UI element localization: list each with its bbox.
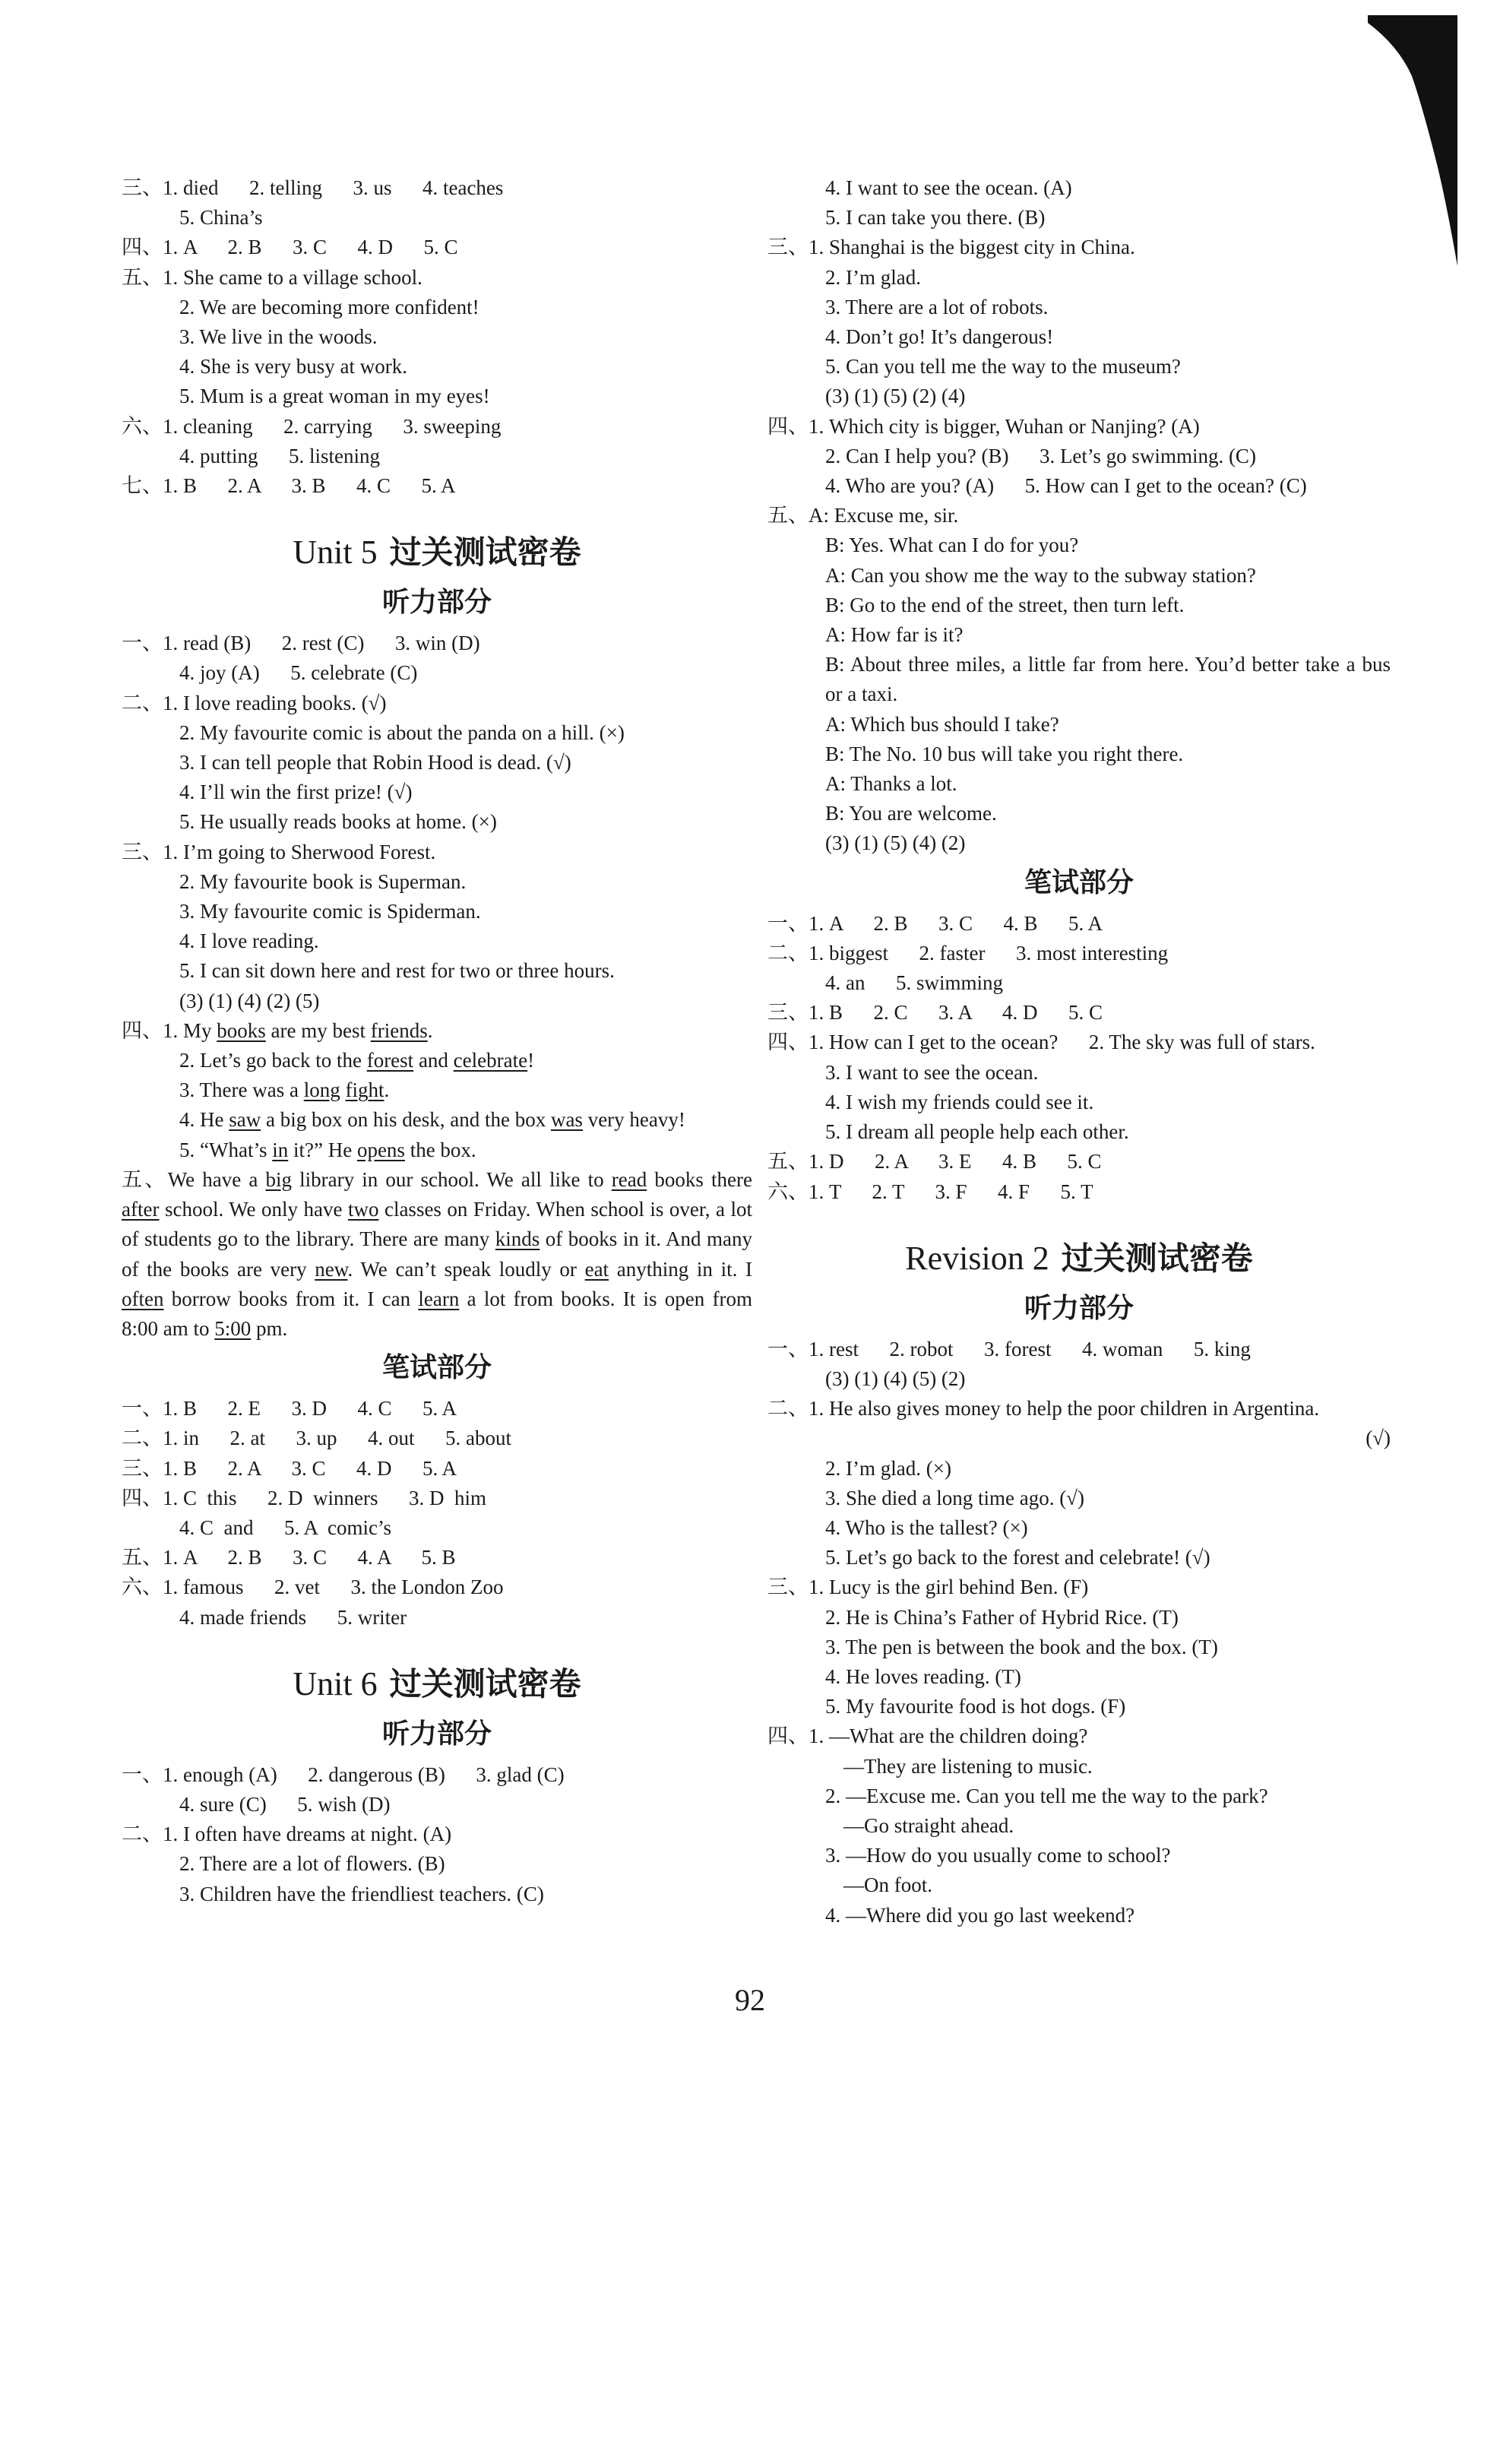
answer-line: 2. He is China’s Father of Hybrid Rice. (T): [825, 1605, 1179, 1629]
answer-line: 3. I want to see the ocean.: [825, 1060, 1039, 1084]
answer-line: 三、1. Shanghai is the biggest city in China.: [767, 236, 1135, 259]
answer-line: (3) (1) (4) (5) (2): [825, 1367, 966, 1390]
answer-line: 六、1. cleaning 2. carrying 3. sweeping: [122, 414, 502, 438]
answer-line: B: Yes. What can I do for you?: [825, 534, 1079, 557]
answer-line: 四、1. —What are the children doing?: [767, 1724, 1088, 1748]
answer-line: 4. Don’t go! It’s dangerous!: [825, 325, 1054, 349]
answer-line: 5. My favourite food is hot dogs. (F): [825, 1695, 1126, 1718]
answer-line: 四、1. C this 2. D winners 3. D him: [122, 1486, 487, 1509]
answer-line: 5. Can you tell me the way to the museum?: [825, 355, 1181, 378]
answer-line: 四、1. Which city is bigger, Wuhan or Nanjing? (A): [767, 414, 1200, 438]
answer-paragraph: 五、We have a big library in our school. We all like to read books there after school. We only have two classes on Friday. When school is over, a lot of students go to the library. There are many kinds of books in it. And many of the books are very new. We can’t speak loudly or eat anything in it. I often borrow books from it. I can learn a lot from books. It is open from 8:00 am to 5:00 pm.: [122, 1167, 753, 1340]
section-subtitle: 听力部分: [1024, 1292, 1134, 1324]
answer-line: 3. —How do you usually come to school?: [825, 1844, 1171, 1867]
section-subtitle: 听力部分: [381, 1718, 492, 1750]
answer-line: B: You are welcome.: [825, 802, 997, 825]
section-title-cn: 过关测试密卷: [389, 534, 581, 572]
answer-line: 3. There was a long fight.: [179, 1078, 390, 1102]
answer-line: (3) (1) (4) (2) (5): [179, 989, 320, 1012]
answer-line: 六、1. famous 2. vet 3. the London Zoo: [122, 1576, 504, 1599]
answer-line: 二、1. He also gives money to help the poor children in Argentina.: [767, 1397, 1320, 1420]
answer-line: 4. I wish my friends could see it.: [825, 1090, 1094, 1113]
right-column: [767, 173, 1391, 1930]
answer-line: —They are listening to music.: [843, 1754, 1093, 1778]
answer-line: 3. My favourite comic is Spiderman.: [179, 900, 481, 923]
answer-line: 2. Can I help you? (B) 3. Let’s go swimming. (C): [825, 444, 1256, 467]
answer-line: 3. There are a lot of robots.: [825, 295, 1049, 318]
answer-line: 2. Let’s go back to the forest and celebrate!: [179, 1049, 535, 1072]
answer-line: 二、1. I love reading books. (√): [122, 691, 387, 714]
answer-line: 4. I love reading.: [179, 930, 319, 953]
section-title-cn: 过关测试密卷: [389, 1664, 581, 1702]
answer-line: 三、1. I’m going to Sherwood Forest.: [122, 840, 436, 863]
answer-line: 三、1. Lucy is the girl behind Ben. (F): [767, 1576, 1089, 1599]
section-title-en: Revision 2: [905, 1239, 1049, 1277]
answer-line: (3) (1) (5) (4) (2): [825, 831, 966, 855]
answer-line: 2. My favourite comic is about the panda on a hill. (×): [179, 721, 625, 744]
answer-line: 二、1. in 2. at 3. up 4. out 5. about: [122, 1427, 511, 1450]
answer-line: 五、1. She came to a village school.: [122, 265, 422, 289]
answer-line: 4. I’ll win the first prize! (√): [179, 781, 413, 804]
answer-line: 3. She died a long time ago. (√): [825, 1486, 1084, 1509]
scan-edge-shadow: [1368, 15, 1459, 266]
answer-line: 2. My favourite book is Superman.: [179, 869, 467, 893]
answer-line: 5. Mum is a great woman in my eyes!: [179, 385, 490, 408]
answer-line: 五、A: Excuse me, sir.: [767, 504, 959, 527]
section-title-en: Unit 5: [293, 534, 378, 572]
section-title-en: Unit 6: [293, 1664, 378, 1702]
answer-line: 一、1. read (B) 2. rest (C) 3. win (D): [122, 632, 480, 655]
answer-line: 5. I can take you there. (B): [825, 206, 1046, 230]
answer-line: 4. He loves reading. (T): [825, 1664, 1021, 1688]
answer-line: 二、1. biggest 2. faster 3. most interesting: [767, 941, 1169, 964]
answer-line: 五、1. D 2. A 3. E 4. B 5. C: [767, 1150, 1102, 1173]
answer-line: 5. I can sit down here and rest for two or three hours.: [179, 959, 615, 983]
answer-line: (√): [1366, 1427, 1391, 1450]
answer-line: 4. joy (A) 5. celebrate (C): [179, 661, 418, 685]
answer-line: 4. an 5. swimming: [825, 971, 1003, 995]
answer-line: 2. I’m glad.: [825, 265, 921, 289]
answer-line: 2. —Excuse me. Can you tell me the way to the park?: [825, 1784, 1268, 1807]
answer-line: 4. Who are you? (A) 5. How can I get to the ocean? (C): [825, 474, 1307, 498]
answer-line: 4. Who is the tallest? (×): [825, 1515, 1028, 1539]
answer-line: —On foot.: [843, 1873, 932, 1897]
section-title: [122, 1664, 752, 1704]
answer-line: 三、1. B 2. C 3. A 4. D 5. C: [767, 1001, 1103, 1025]
answer-line: 四、1. How can I get to the ocean? 2. The sky was full of stars.: [767, 1031, 1315, 1054]
answer-line: 3. The pen is between the book and the box. (T): [825, 1635, 1218, 1658]
page-number: 92: [735, 1983, 765, 2017]
answer-line: 5. China’s: [179, 206, 263, 230]
section-subtitle: 笔试部分: [1024, 866, 1134, 898]
answer-line: 3. Children have the friendliest teachers. (C): [179, 1882, 544, 1905]
answer-line: 5. Let’s go back to the forest and celebrate! (√): [825, 1546, 1210, 1569]
answer-line: A: Thanks a lot.: [825, 772, 957, 796]
answer-paragraph: B: About three miles, a little far from here. You’d better take a bus or a taxi.: [825, 653, 1391, 706]
answer-line: 3. We live in the woods.: [179, 325, 378, 349]
left-column: [122, 173, 752, 1909]
section-subtitle: 听力部分: [381, 587, 492, 619]
section-title: [122, 533, 752, 572]
answer-line: 2. There are a lot of flowers. (B): [179, 1852, 445, 1876]
answer-line: A: How far is it?: [825, 623, 964, 647]
answer-line: 一、1. B 2. E 3. D 4. C 5. A: [122, 1397, 457, 1420]
answer-line: 五、1. A 2. B 3. C 4. A 5. B: [122, 1546, 456, 1569]
answer-line: A: Which bus should I take?: [825, 712, 1059, 736]
answer-line: A: Can you show me the way to the subway station?: [825, 563, 1256, 587]
answer-line: (3) (1) (5) (2) (4): [825, 385, 966, 408]
answer-line: 四、1. A 2. B 3. C 4. D 5. C: [122, 236, 458, 259]
answer-line: 三、1. B 2. A 3. C 4. D 5. A: [122, 1456, 457, 1480]
answer-line: 三、1. died 2. telling 3. us 4. teaches: [122, 176, 504, 199]
answer-line: 4. He saw a big box on his desk, and the box was very heavy!: [179, 1108, 685, 1132]
answer-line: 4. —Where did you go last weekend?: [825, 1903, 1135, 1927]
answer-line: 一、1. enough (A) 2. dangerous (B) 3. glad (C): [122, 1762, 565, 1786]
answer-line: 六、1. T 2. T 3. F 4. F 5. T: [767, 1180, 1093, 1203]
answer-line: —Go straight ahead.: [843, 1813, 1014, 1837]
section-title-cn: 过关测试密卷: [1061, 1239, 1253, 1277]
answer-line: 2. We are becoming more confident!: [179, 295, 479, 318]
answer-line: 3. I can tell people that Robin Hood is dead. (√): [179, 751, 571, 774]
answer-line: 2. I’m glad. (×): [825, 1456, 951, 1480]
answer-line: 4. sure (C) 5. wish (D): [179, 1792, 391, 1816]
answer-line: 四、1. My books are my best friends.: [122, 1018, 433, 1042]
answer-line: 5. I dream all people help each other.: [825, 1120, 1129, 1144]
answer-line: 5. “What’s in it?” He opens the box.: [179, 1138, 476, 1161]
answer-line: 一、1. rest 2. robot 3. forest 4. woman 5. king: [767, 1337, 1251, 1360]
section-title: [767, 1239, 1391, 1278]
answer-line: 4. putting 5. listening: [179, 444, 381, 467]
section-subtitle: 笔试部分: [381, 1352, 492, 1384]
answer-line: 4. She is very busy at work.: [179, 355, 407, 378]
answer-line: 七、1. B 2. A 3. B 4. C 5. A: [122, 474, 456, 498]
answer-line: B: The No. 10 bus will take you right there.: [825, 742, 1184, 765]
answer-line: B: Go to the end of the street, then turn left.: [825, 593, 1185, 616]
answer-line: 5. He usually reads books at home. (×): [179, 810, 497, 834]
answer-line: 一、1. A 2. B 3. C 4. B 5. A: [767, 911, 1103, 935]
answer-line: 4. C and 5. A comic’s: [179, 1515, 391, 1539]
answer-line: 二、1. I often have dreams at night. (A): [122, 1823, 452, 1846]
answer-line: 4. made friends 5. writer: [179, 1605, 407, 1629]
answer-line: 4. I want to see the ocean. (A): [825, 176, 1072, 199]
